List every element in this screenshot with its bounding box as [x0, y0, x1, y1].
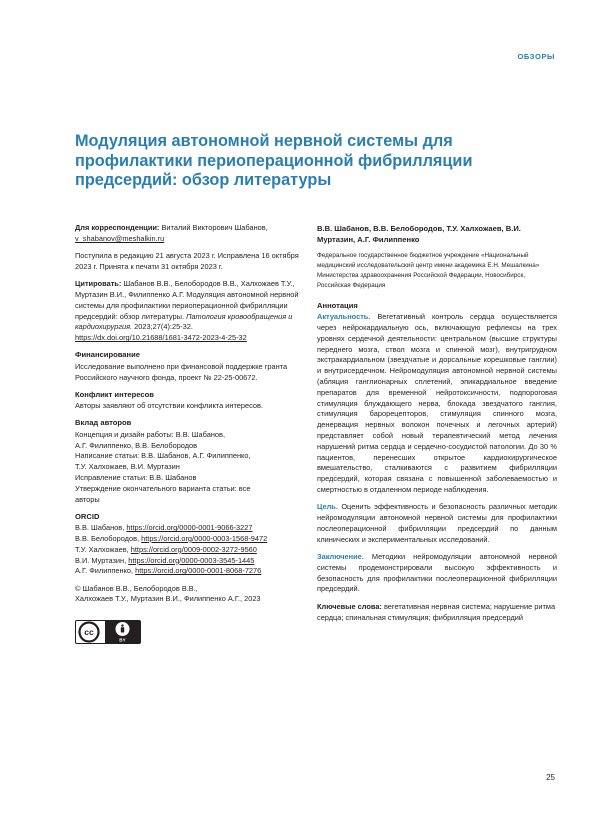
- contribution-line: авторы: [75, 494, 100, 504]
- affiliation: Федеральное государственное бюджетное учреждение «Национальный медицинский исследовательский центр имени академика Е.Н. Мешалкина» Министерства здравоохранения Российской Федерации, Новосибирск, Российская Федерация: [317, 252, 540, 289]
- citation-issue: 2023;27(4):25-32.: [134, 322, 193, 332]
- conflict-block: [75, 390, 300, 412]
- abstract-heading: Аннотация: [317, 301, 358, 310]
- orcid-entry: [75, 556, 300, 567]
- contribution-line: А.Г. Филиппенко, В.В. Белобородов: [75, 440, 198, 450]
- conclusion-label: Заключение.: [317, 552, 364, 562]
- orcid-author: В.В. Шабанов,: [75, 523, 125, 533]
- article-title: Модуляция автономной нервной системы для профилактики периоперационной фибрилляции предсердий: обзор литературы: [75, 132, 473, 189]
- funding-text: Исследование выполнено при финансовой поддержке гранта Российского научного фонда, проект № 22-25-00672.: [75, 361, 288, 382]
- cc-mark: cc: [84, 626, 94, 637]
- contribution-heading: Вклад авторов: [75, 418, 132, 428]
- abstract-aim: [317, 502, 557, 545]
- keywords-text: вегетативная нервная система; нарушение ритма сердца; спинальная стимуляция; фибрилляция предсердий: [317, 601, 556, 622]
- page-number: 25: [546, 773, 555, 782]
- right-column: [317, 223, 557, 630]
- orcid-entry: [75, 523, 300, 534]
- orcid-entry: [75, 534, 300, 545]
- citation-doi-link[interactable]: https://dx.doi.org/10.21688/1681-3472-2023-4-25-32: [75, 333, 247, 343]
- orcid-link[interactable]: https://orcid.org/0000-0003-1568-9472: [141, 533, 268, 543]
- copyright-block: [75, 584, 300, 606]
- orcid-author: А.Г. Филиппенко,: [75, 566, 134, 576]
- orcid-link[interactable]: https://orcid.org/0000-0001-8068-7276: [135, 566, 262, 576]
- contribution-line: Т.У. Халхожаев, В.И. Муртазин: [75, 462, 180, 472]
- relevance-label: Актуальность.: [317, 312, 371, 322]
- keywords-block: [317, 602, 557, 624]
- correspondence-block: [75, 223, 300, 245]
- left-column: [75, 223, 300, 648]
- citation-block: [75, 279, 300, 344]
- copyright-line: © Шабанов В.В., Белобородов В.В.,: [75, 583, 198, 593]
- abstract-relevance: [317, 312, 557, 496]
- orcid-author: В.И. Муртазин,: [75, 555, 127, 565]
- contribution-line: Исправление статьи: В.В. Шабанов: [75, 472, 197, 482]
- contribution-line: Написание статьи: В.В. Шабанов, А.Г. Филиппенко,: [75, 451, 251, 461]
- by-mark: BY: [119, 637, 126, 643]
- correspondence-label: Для корреспонденции:: [75, 223, 160, 232]
- funding-block: [75, 350, 300, 383]
- copyright-line: Халхожаев Т.У., Муртазин В.И., Филиппенко А.Г., 2023: [75, 594, 261, 604]
- orcid-heading: ORCID: [75, 511, 100, 521]
- section-tag: ОБЗОРЫ: [517, 52, 555, 61]
- aim-label: Цель.: [317, 502, 338, 512]
- conflict-text: Авторы заявляют об отсутствии конфликта интересов.: [75, 401, 263, 411]
- orcid-author: В.В. Белобородов,: [75, 533, 140, 543]
- contribution-line: Утверждение окончательного варианта статьи: все: [75, 483, 251, 493]
- relevance-text: Вегетативный контроль сердца осуществляется через нейрокардиальную ось, включающую рефлексы на трех уровнях сердечной деятельности: центральном (высшие структуры переднего мозга, ствол мозга и спинной мозг), внутригрудном экстракардиальном (звездчатые и дорсальные корешковые ганглии) и внутрисердечном. Нейромодуляция автономной нервной системы (абляция ганглионарных сплетений, эпикардиальное введение препаратов для временной нейротоксичности, подпороговая стимуляция блуждающего нерва, блокада звездчатого ганглия, стимуляция барорецепторов, стимуляция спинного мозга, денервация нервных волокон почечных и легочных артерий) представляет собой новый терапевтический метод лечения нарушений ритма сердца и сердечно-сосудистой патологии. До 30 % пациентов, перенесших открытое кардиохирургическое вмешательство, сталкиваются с развитием фибрилляции предсердий, которая связана с повышенной заболеваемостью и смертностью в отдаленном периоде наблюдения.: [317, 312, 557, 495]
- aim-text: Оценить эффективность и безопасность различных методик нейромодуляции автономной нервной системы для профилактики послеоперационной фибрилляции предсердий по данным клинических и экспериментальных исследований.: [317, 502, 557, 544]
- orcid-author: Т.У. Халхожаев,: [75, 544, 129, 554]
- correspondence-name: Виталий Викторович Шабанов,: [161, 223, 268, 232]
- cc-by-license-icon[interactable]: [75, 620, 141, 644]
- conflict-heading: Конфликт интересов: [75, 389, 154, 399]
- contribution-block: [75, 418, 300, 505]
- orcid-entry: [75, 545, 300, 556]
- orcid-link[interactable]: https://orcid.org/0009-0002-3272-9560: [130, 544, 257, 554]
- funding-heading: Финансирование: [75, 350, 140, 360]
- citation-text: Шабанов В.В., Белобородов В.В., Халхожаев Т.У., Муртазин В.И., Филиппенко А.Г. Модуляция автономной нервной системы для профилактики периоперационной фибрилляции предсердий: обзор литературы.: [75, 279, 299, 321]
- citation-journal: Патология кровообращения и кардиохирургия.: [75, 311, 293, 332]
- orcid-link[interactable]: https://orcid.org/0000-0001-9066-3227: [126, 523, 253, 533]
- keywords-label: Ключевые слова:: [317, 601, 382, 611]
- orcid-entry: [75, 566, 300, 577]
- orcid-link[interactable]: https://orcid.org/0000-0003-3545-1445: [128, 555, 255, 565]
- orcid-block: [75, 512, 300, 577]
- author-list: В.В. Шабанов, В.В. Белобородов, Т.У. Халхожаев, В.И. Муртазин, А.Г. Филиппенко: [317, 224, 521, 244]
- article-dates: Поступила в редакцию 21 августа 2023 г. Исправлена 16 октября 2023 г. Принята к печати 31 октября 2023 г.: [75, 251, 299, 271]
- abstract-conclusion: [317, 552, 557, 595]
- correspondence-email[interactable]: v_shabanov@meshalkin.ru: [75, 233, 165, 243]
- conclusion-text: Методики нейромодуляции автономной нервной системы продемонстрировали высокую эффективность и безопасность для профилактики послеоперационной фибрилляции предсердий.: [317, 552, 557, 594]
- citation-label: Цитировать:: [75, 279, 122, 289]
- contribution-line: Концепция и дизайн работы: В.В. Шабанов,: [75, 429, 226, 439]
